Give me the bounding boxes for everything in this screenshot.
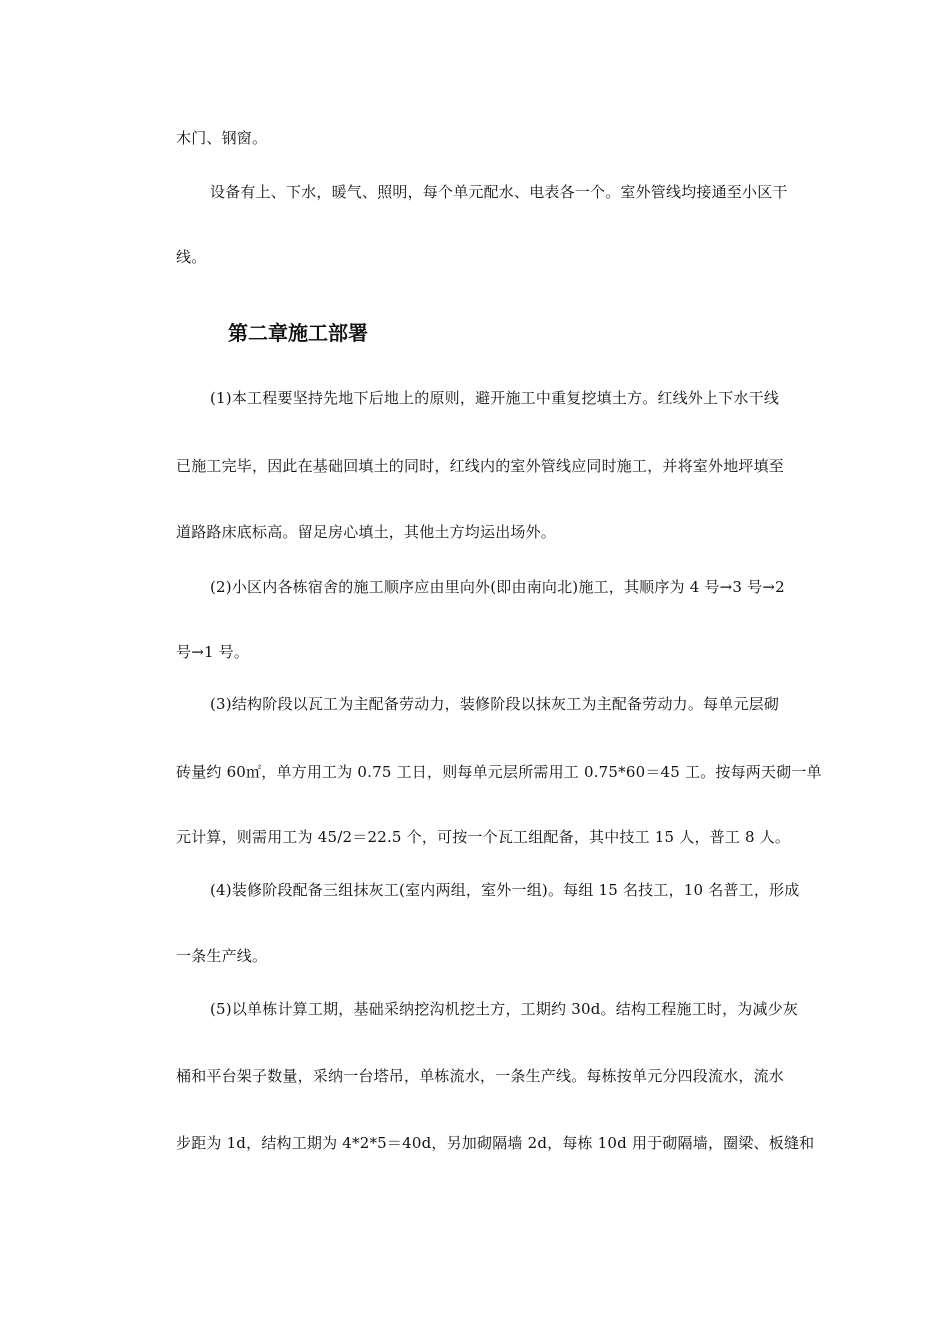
paragraph-line: 设备有上、下水，暖气、照明，每个单元配水、电表各一个。室外管线均接通至小区干 (210, 183, 788, 201)
paragraph-line: 号→1 号。 (176, 643, 250, 661)
paragraph-line: 道路路床底标高。留足房心填土，其他土方均运出场外。 (176, 523, 557, 541)
paragraph-line: 步距为 1d，结构工期为 4*2*5＝40d，另加砌隔墙 2d，每栋 10d 用于砌隔墙，圈梁、板缝和 (176, 1134, 815, 1152)
paragraph-line: (3)结构阶段以瓦工为主配备劳动力，装修阶段以抹灰工为主配备劳动力。每单元层砌 (210, 695, 780, 713)
paragraph-line: 木门、钢窗。 (176, 129, 268, 147)
paragraph-line: (4)装修阶段配备三组抹灰工(室内两组，室外一组)。每组 15 名技工，10 名普工，形成 (210, 881, 800, 899)
paragraph-line: 元计算，则需用工为 45/2＝22.5 个，可按一个瓦工组配备，其中技工 15 人，普工 8 人。 (176, 828, 791, 846)
paragraph-line: (1)本工程要坚持先地下后地上的原则，避开施工中重复挖填土方。红线外上下水干线 (210, 389, 780, 407)
paragraph-line: 线。 (176, 248, 207, 266)
paragraph-line: 桶和平台架子数量，采纳一台塔吊，单栋流水，一条生产线。每栋按单元分四段流水，流水 (176, 1067, 785, 1085)
paragraph-line: (5)以单栋计算工期，基础采纳挖沟机挖土方，工期约 30d。结构工程施工时，为减少灰 (210, 1000, 799, 1018)
paragraph-line: 一条生产线。 (176, 947, 268, 965)
chapter-heading: 第二章施工部署 (228, 321, 368, 345)
paragraph-line: 已施工完毕，因此在基础回填土的同时，红线内的室外管线应同时施工，并将室外地坪填至 (176, 457, 785, 475)
paragraph-line: 砖量约 60㎡，单方用工为 0.75 工日，则每单元层所需用工 0.75*60＝45 工。按每两天砌一单 (176, 763, 822, 781)
paragraph-line: (2)小区内各栋宿舍的施工顺序应由里向外(即由南向北)施工，其顺序为 4 号→3 号→2 (210, 578, 785, 596)
